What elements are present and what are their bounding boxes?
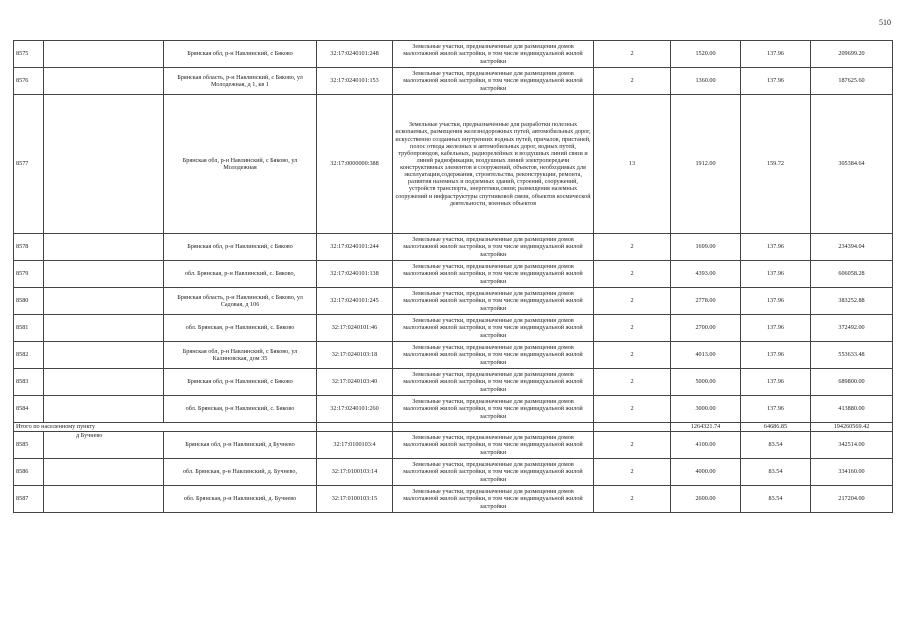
area-cell: 2700.00 bbox=[671, 315, 741, 342]
row-number: 8585 bbox=[14, 432, 44, 459]
purpose-code-cell: 2 bbox=[594, 41, 671, 68]
table-row bbox=[14, 315, 893, 342]
row-number: 8584 bbox=[14, 396, 44, 423]
row-number: 8582 bbox=[14, 342, 44, 369]
locality-cell bbox=[44, 234, 164, 261]
land-purpose-cell: Земельные участки, предназначенные для размещения домов малоэтажной жилой застройки, в том числе индивидуальной жилой застройки bbox=[393, 288, 594, 315]
rate-cell: 137.96 bbox=[741, 288, 811, 315]
rate-cell: 137.96 bbox=[741, 41, 811, 68]
table-body-section-b bbox=[14, 432, 893, 513]
land-purpose-cell: Земельные участки, предназначенные для размещения домов малоэтажной жилой застройки, в том числе индивидуальной жилой застройки bbox=[393, 41, 594, 68]
row-number: 8580 bbox=[14, 288, 44, 315]
purpose-code-cell: 2 bbox=[594, 396, 671, 423]
rate-cell: 83.54 bbox=[741, 486, 811, 513]
cadastral-number-cell: 32:17:0100103:4 bbox=[317, 432, 393, 459]
address-cell: Брянская обл, р-н Навлинский, с Бяково, ул Калиновская, дом 35 bbox=[164, 342, 317, 369]
rate-cell: 137.96 bbox=[741, 234, 811, 261]
purpose-code-cell: 2 bbox=[594, 432, 671, 459]
cadastral-value-cell: 234394.04 bbox=[811, 234, 893, 261]
locality-cell bbox=[44, 369, 164, 396]
row-number: 8578 bbox=[14, 234, 44, 261]
locality-cell bbox=[44, 342, 164, 369]
rate-cell: 137.96 bbox=[741, 369, 811, 396]
row-number: 8581 bbox=[14, 315, 44, 342]
area-cell: 4000.00 bbox=[671, 459, 741, 486]
area-cell: 2600.00 bbox=[671, 486, 741, 513]
area-cell: 1520.00 bbox=[671, 41, 741, 68]
table-row bbox=[14, 261, 893, 288]
land-purpose-cell: Земельные участки, предназначенные для размещения домов малоэтажной жилой застройки, в том числе индивидуальной жилой застройки bbox=[393, 486, 594, 513]
rate-cell: 137.96 bbox=[741, 342, 811, 369]
rate-cell: 137.96 bbox=[741, 261, 811, 288]
land-purpose-cell: Земельные участки, предназначенные для размещения домов малоэтажной жилой застройки, в том числе индивидуальной жилой застройки bbox=[393, 369, 594, 396]
cadastral-value-table bbox=[13, 40, 893, 513]
land-purpose-cell: Земельные участки, предназначенные для размещения домов малоэтажной жилой застройки, в том числе индивидуальной жилой застройки bbox=[393, 432, 594, 459]
table-row bbox=[14, 342, 893, 369]
total-value: 194260569.42 bbox=[811, 423, 893, 432]
rate-cell: 137.96 bbox=[741, 315, 811, 342]
cadastral-number-cell: 32:17:0100103:14 bbox=[317, 459, 393, 486]
address-cell: обл. Брянская, р-н Навлинский, с. Бяково bbox=[164, 396, 317, 423]
address-cell: Брянская обл, р-н Навлинский, с Бяково, ул Молодежная bbox=[164, 95, 317, 234]
row-number: 8576 bbox=[14, 68, 44, 95]
rate-cell: 137.96 bbox=[741, 396, 811, 423]
land-purpose-cell: Земельные участки, предназначенные для размещения домов малоэтажной жилой застройки, в том числе индивидуальной жилой застройки bbox=[393, 396, 594, 423]
cadastral-number-cell: 32:17:0240101:245 bbox=[317, 288, 393, 315]
row-number: 8586 bbox=[14, 459, 44, 486]
land-purpose-cell: Земельные участки, предназначенные для размещения домов малоэтажной жилой застройки, в том числе индивидуальной жилой застройки bbox=[393, 234, 594, 261]
land-purpose-cell: Земельные участки, предназначенные для размещения домов малоэтажной жилой застройки, в том числе индивидуальной жилой застройки bbox=[393, 342, 594, 369]
address-cell: Брянская область, р-н Навлинский, с Бяково, ул Молодежная, д 1, кв 1 bbox=[164, 68, 317, 95]
locality-cell bbox=[44, 261, 164, 288]
table-row bbox=[14, 432, 893, 459]
total-area: 1264321.74 bbox=[671, 423, 741, 432]
area-cell: 4013.00 bbox=[671, 342, 741, 369]
cadastral-value-cell: 383252.88 bbox=[811, 288, 893, 315]
locality-label: д Бучнево bbox=[76, 432, 103, 439]
total-cell-empty bbox=[317, 423, 393, 432]
table-row bbox=[14, 396, 893, 423]
locality-cell bbox=[44, 396, 164, 423]
cadastral-number-cell: 32:17:0240101:260 bbox=[317, 396, 393, 423]
address-cell: обл. Брянская, р-н Навлинский, с. Бяково, bbox=[164, 261, 317, 288]
purpose-code-cell: 2 bbox=[594, 288, 671, 315]
cadastral-value-cell: 372492.00 bbox=[811, 315, 893, 342]
land-purpose-cell: Земельные участки, предназначенные для размещения домов малоэтажной жилой застройки, в том числе индивидуальной жилой застройки bbox=[393, 315, 594, 342]
address-cell: обл. Брянская, р-н Навлинский, д. Бучнево, bbox=[164, 459, 317, 486]
area-cell: 1912.00 bbox=[671, 95, 741, 234]
total-cell-empty bbox=[393, 423, 594, 432]
rate-cell: 83.54 bbox=[741, 459, 811, 486]
cadastral-value-cell: 217204.00 bbox=[811, 486, 893, 513]
table-body-section-a bbox=[14, 41, 893, 423]
locality-cell bbox=[44, 432, 164, 459]
cadastral-number-cell: 32:17:0240101:138 bbox=[317, 261, 393, 288]
purpose-code-cell: 2 bbox=[594, 369, 671, 396]
cadastral-value-cell: 187625.60 bbox=[811, 68, 893, 95]
locality-cell bbox=[44, 95, 164, 234]
cadastral-number-cell: 32:17:0240101:46 bbox=[317, 315, 393, 342]
table-row bbox=[14, 459, 893, 486]
table-row bbox=[14, 41, 893, 68]
locality-cell bbox=[44, 68, 164, 95]
cadastral-value-cell: 305384.64 bbox=[811, 95, 893, 234]
total-cell-empty bbox=[594, 423, 671, 432]
locality-cell bbox=[44, 486, 164, 513]
purpose-code-cell: 2 bbox=[594, 459, 671, 486]
purpose-code-cell: 2 bbox=[594, 342, 671, 369]
row-number: 8583 bbox=[14, 369, 44, 396]
table-row bbox=[14, 234, 893, 261]
purpose-code-cell: 13 bbox=[594, 95, 671, 234]
address-cell: Брянская обл, р-н Навлинский, с Бяково bbox=[164, 234, 317, 261]
row-number: 8577 bbox=[14, 95, 44, 234]
locality-cell bbox=[44, 288, 164, 315]
cadastral-value-cell: 413880.00 bbox=[811, 396, 893, 423]
rate-cell: 83.54 bbox=[741, 432, 811, 459]
area-cell: 3000.00 bbox=[671, 396, 741, 423]
locality-cell bbox=[44, 41, 164, 68]
row-number: 8575 bbox=[14, 41, 44, 68]
purpose-code-cell: 2 bbox=[594, 486, 671, 513]
locality-cell bbox=[44, 315, 164, 342]
locality-cell bbox=[44, 459, 164, 486]
cadastral-number-cell: 32:17:0240101:248 bbox=[317, 41, 393, 68]
cadastral-value-cell: 553633.48 bbox=[811, 342, 893, 369]
cadastral-number-cell: 32:17:0240103:18 bbox=[317, 342, 393, 369]
area-cell: 1699.00 bbox=[671, 234, 741, 261]
address-cell: обл. Брянская, р-н Навлинский, с. Бяково bbox=[164, 315, 317, 342]
purpose-code-cell: 2 bbox=[594, 68, 671, 95]
table-row bbox=[14, 68, 893, 95]
land-purpose-cell: Земельные участки, предназначенные для размещения домов малоэтажной жилой застройки, в том числе индивидуальной жилой застройки bbox=[393, 261, 594, 288]
cadastral-number-cell: 32:17:0240103:40 bbox=[317, 369, 393, 396]
address-cell: Брянская обл, р-н Навлинский, д Бучнево bbox=[164, 432, 317, 459]
cadastral-number-cell: 32:17:0240101:153 bbox=[317, 68, 393, 95]
land-purpose-cell: Земельные участки, предназначенные для размещения домов малоэтажной жилой застройки, в том числе индивидуальной жилой застройки bbox=[393, 459, 594, 486]
rate-cell: 137.96 bbox=[741, 68, 811, 95]
area-cell: 1360.00 bbox=[671, 68, 741, 95]
cadastral-value-cell: 342514.00 bbox=[811, 432, 893, 459]
table-row bbox=[14, 95, 893, 234]
total-rate: 64686.85 bbox=[741, 423, 811, 432]
row-number: 8587 bbox=[14, 486, 44, 513]
cadastral-number-cell: 32:17:0240101:244 bbox=[317, 234, 393, 261]
area-cell: 4393.00 bbox=[671, 261, 741, 288]
row-number: 8579 bbox=[14, 261, 44, 288]
address-cell: обл. Брянская, р-н Навлинский, д. Бучнево bbox=[164, 486, 317, 513]
rate-cell: 159.72 bbox=[741, 95, 811, 234]
cadastral-number-cell: 32:17:0100103:15 bbox=[317, 486, 393, 513]
purpose-code-cell: 2 bbox=[594, 234, 671, 261]
table-total-section bbox=[14, 423, 893, 432]
table-row bbox=[14, 486, 893, 513]
total-label: Итого по населенному пункту bbox=[14, 423, 317, 432]
table-row bbox=[14, 369, 893, 396]
page-number: 510 bbox=[879, 18, 891, 27]
purpose-code-cell: 2 bbox=[594, 261, 671, 288]
cadastral-value-cell: 689800.00 bbox=[811, 369, 893, 396]
land-purpose-cell: Земельные участки, предназначенные для размещения домов малоэтажной жилой застройки, в том числе индивидуальной жилой застройки bbox=[393, 68, 594, 95]
cadastral-value-cell: 606058.28 bbox=[811, 261, 893, 288]
total-row bbox=[14, 423, 893, 432]
area-cell: 5000.00 bbox=[671, 369, 741, 396]
cadastral-value-cell: 209699.20 bbox=[811, 41, 893, 68]
address-cell: Брянская область, р-н Навлинский, с Бяково, ул Садовая, д 106 bbox=[164, 288, 317, 315]
purpose-code-cell: 2 bbox=[594, 315, 671, 342]
land-purpose-cell: Земельные участки, предназначенные для разработки полезных ископаемых, размещения железнодорожных путей, автомобильных дорог, искусственно созданных внутренних водных путей, причалов, пристаней, полос отвода железных и автомобильных дорог, водных путей, трубопроводов, кабельных, радиорелейных и воздушных линий связи и линий радиофикации, воздушных линий электропередачи конструктивных элементов и сооружений, объектов, необходимых для эксплуатации,содержания, строительства, реконструкции, ремонта, развития наземных и подземных зданий, строений, сооружений, устройств транспорта, энергетики,связи; размещения наземных сооружений и инфраструктуры спутниковой связи, объектов космической деятельности, военных объектов bbox=[393, 95, 594, 234]
area-cell: 4100.00 bbox=[671, 432, 741, 459]
area-cell: 2778.00 bbox=[671, 288, 741, 315]
table-row bbox=[14, 288, 893, 315]
cadastral-number-cell: 32:17:0000000:388 bbox=[317, 95, 393, 234]
address-cell: Брянская обл, р-н Навлинский, с Бяково bbox=[164, 369, 317, 396]
address-cell: Брянская обл, р-н Навлинский, с Бяково bbox=[164, 41, 317, 68]
cadastral-value-cell: 334160.00 bbox=[811, 459, 893, 486]
